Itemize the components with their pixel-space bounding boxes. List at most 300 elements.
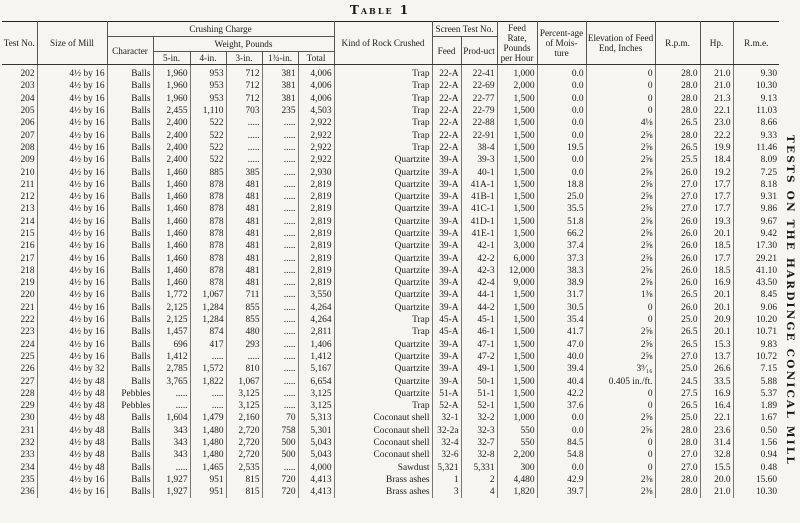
table-row bbox=[2, 289, 779, 301]
cell-kind-of-rock: Quartzite bbox=[334, 191, 432, 203]
cell-rme: 9.13 bbox=[760, 93, 778, 104]
cell-rme: 8.18 bbox=[760, 179, 778, 190]
cell-hp: 20.9 bbox=[700, 314, 733, 326]
cell-kind-of-rock: Quartzite bbox=[334, 265, 432, 277]
cell-elevation: 0 bbox=[586, 80, 655, 92]
cell-test-no: 224 bbox=[2, 339, 37, 351]
cell-elevation: 2⅝ bbox=[586, 265, 655, 277]
cell-test-no: 218 bbox=[2, 265, 37, 277]
cell-elevation: 2⅝ bbox=[586, 166, 655, 178]
cell-character: Balls bbox=[107, 302, 153, 314]
cell-moisture: 41.7 bbox=[537, 326, 586, 338]
cell-weight-5in: 1,960 bbox=[153, 93, 190, 105]
cell-feed-rate: 300 bbox=[497, 462, 537, 474]
cell-rme: 0.48 bbox=[760, 462, 778, 473]
cell-feed-rate: 550 bbox=[497, 425, 537, 437]
cell-screen-feed: 5,321 bbox=[432, 462, 461, 474]
table-row bbox=[2, 80, 779, 92]
cell-weight-5in: 2,400 bbox=[153, 129, 190, 141]
cell-weight-1-3-4in: ..... bbox=[262, 154, 298, 166]
cell-elevation: 2⅝ bbox=[586, 351, 655, 363]
cell-kind-of-rock: Coconaut shell bbox=[334, 449, 432, 461]
cell-feed-rate: 9,000 bbox=[497, 277, 537, 289]
cell-character: Balls bbox=[107, 179, 153, 191]
cell-weight-5in: 1,460 bbox=[153, 203, 190, 215]
cell-kind-of-rock: Trap bbox=[334, 129, 432, 141]
cell-rme: 11.03 bbox=[756, 106, 778, 117]
cell-rme: 0.50 bbox=[760, 425, 778, 436]
cell-moisture: 37.4 bbox=[537, 240, 586, 252]
cell-weight-4in: 951 bbox=[190, 474, 226, 486]
cell-weight-4in: 1,480 bbox=[190, 425, 226, 437]
cell-weight-4in: 878 bbox=[190, 265, 226, 277]
cell-weight-3in: 712 bbox=[226, 65, 262, 81]
cell-screen-feed: 22-A bbox=[432, 65, 461, 81]
cell-weight-5in: 1,460 bbox=[153, 277, 190, 289]
cell-elevation: 2⅝ bbox=[586, 252, 655, 264]
cell-character: Balls bbox=[107, 289, 153, 301]
cell-weight-5in: ..... bbox=[153, 388, 190, 400]
cell-screen-product: 47-1 bbox=[461, 339, 497, 351]
cell-weight-5in: 1,960 bbox=[153, 65, 190, 81]
cell-screen-feed: 32-2a bbox=[432, 425, 461, 437]
cell-kind-of-rock: Quartzite bbox=[334, 375, 432, 387]
cell-screen-feed: 3 bbox=[432, 486, 461, 498]
cell-elevation: 0 bbox=[586, 93, 655, 105]
cell-weight-5in: 1,772 bbox=[153, 289, 190, 301]
cell-hp: 18.5 bbox=[700, 240, 733, 252]
cell-test-no: 215 bbox=[2, 228, 37, 240]
cell-weight-total: 2,819 bbox=[298, 228, 334, 240]
cell-character: Balls bbox=[107, 437, 153, 449]
cell-weight-1-3-4in: ..... bbox=[262, 277, 298, 289]
cell-weight-5in: 1,604 bbox=[153, 412, 190, 424]
cell-test-no: 221 bbox=[2, 302, 37, 314]
cell-weight-1-3-4in: ..... bbox=[262, 203, 298, 215]
cell-rme: 9.83 bbox=[760, 339, 778, 350]
cell-test-no: 229 bbox=[2, 400, 37, 412]
cell-screen-product: 41D-1 bbox=[461, 216, 497, 228]
cell-moisture: 0.0 bbox=[537, 117, 586, 129]
cell-weight-4in: 1,110 bbox=[190, 105, 226, 117]
cell-screen-product: 39-3 bbox=[461, 154, 497, 166]
header-feed-rate: Feed Rate, Pounds per Hour bbox=[497, 22, 537, 65]
cell-weight-total: 3,125 bbox=[298, 400, 334, 412]
cell-hp: 20.0 bbox=[700, 474, 733, 486]
cell-rme: 7.15 bbox=[760, 364, 778, 375]
table-row bbox=[2, 129, 779, 141]
cell-weight-1-3-4in: ..... bbox=[262, 142, 298, 154]
cell-rme: 1.67 bbox=[760, 413, 778, 424]
cell-weight-5in: 2,400 bbox=[153, 142, 190, 154]
cell-test-no: 227 bbox=[2, 375, 37, 387]
cell-rpm: 28.0 bbox=[655, 65, 700, 81]
cell-weight-5in: 343 bbox=[153, 449, 190, 461]
cell-kind-of-rock: Quartzite bbox=[334, 216, 432, 228]
cell-feed-rate: 4,480 bbox=[497, 474, 537, 486]
cell-moisture: 0.0 bbox=[537, 80, 586, 92]
cell-rme: 10.30 bbox=[755, 487, 778, 498]
cell-screen-feed: 45-A bbox=[432, 326, 461, 338]
cell-character: Balls bbox=[107, 142, 153, 154]
cell-screen-product: 50-1 bbox=[461, 375, 497, 387]
table-row bbox=[2, 462, 779, 474]
cell-elevation: 0 bbox=[586, 65, 655, 81]
cell-feed-rate: 1,500 bbox=[497, 154, 537, 166]
cell-size-of-mill: 4½ by 48 bbox=[37, 412, 107, 424]
cell-elevation: 0 bbox=[586, 302, 655, 314]
cell-weight-3in: 481 bbox=[226, 265, 262, 277]
cell-feed-rate: 1,500 bbox=[497, 388, 537, 400]
cell-rpm: 28.0 bbox=[655, 425, 700, 437]
cell-weight-3in: 293 bbox=[226, 339, 262, 351]
cell-weight-1-3-4in: ..... bbox=[262, 191, 298, 203]
cell-elevation: 0 bbox=[586, 449, 655, 461]
cell-rpm: 26.0 bbox=[655, 252, 700, 264]
cell-hp: 21.3 bbox=[700, 93, 733, 105]
header-character: Character bbox=[107, 37, 153, 65]
cell-weight-5in: 343 bbox=[153, 425, 190, 437]
cell-rpm: 25.0 bbox=[655, 314, 700, 326]
cell-rpm: 28.0 bbox=[655, 80, 700, 92]
cell-screen-feed: 32-4 bbox=[432, 437, 461, 449]
cell-weight-4in: 522 bbox=[190, 117, 226, 129]
cell-size-of-mill: 4½ by 16 bbox=[37, 486, 107, 498]
cell-screen-feed: 22-A bbox=[432, 93, 461, 105]
cell-weight-3in: 481 bbox=[226, 191, 262, 203]
cell-screen-feed: 39-A bbox=[432, 277, 461, 289]
cell-test-no: 235 bbox=[2, 474, 37, 486]
cell-screen-product: 49-1 bbox=[461, 363, 497, 375]
cell-size-of-mill: 4½ by 16 bbox=[37, 277, 107, 289]
cell-kind-of-rock: Quartzite bbox=[334, 154, 432, 166]
cell-weight-total: 2,819 bbox=[298, 179, 334, 191]
cell-weight-total: 5,167 bbox=[298, 363, 334, 375]
cell-weight-1-3-4in: ..... bbox=[262, 252, 298, 264]
cell-moisture: 40.4 bbox=[537, 375, 586, 387]
cell-weight-4in: 1,284 bbox=[190, 302, 226, 314]
cell-rpm: 26.0 bbox=[655, 166, 700, 178]
cell-screen-feed: 39-A bbox=[432, 339, 461, 351]
cell-size-of-mill: 4½ by 16 bbox=[37, 203, 107, 215]
cell-weight-total: 2,930 bbox=[298, 166, 334, 178]
cell-weight-5in: 1,457 bbox=[153, 326, 190, 338]
cell-elevation: 2⅜ bbox=[586, 486, 655, 498]
cell-size-of-mill: 4½ by 16 bbox=[37, 216, 107, 228]
cell-moisture: 18.8 bbox=[537, 179, 586, 191]
cell-kind-of-rock: Coconaut shell bbox=[334, 437, 432, 449]
cell-weight-4in: 953 bbox=[190, 80, 226, 92]
cell-weight-5in: 1,960 bbox=[153, 80, 190, 92]
cell-feed-rate: 1,500 bbox=[497, 191, 537, 203]
cell-test-no: 214 bbox=[2, 216, 37, 228]
cell-screen-feed: 32-6 bbox=[432, 449, 461, 461]
cell-moisture: 35.4 bbox=[537, 314, 586, 326]
cell-weight-1-3-4in: ..... bbox=[262, 388, 298, 400]
cell-elevation: 0.405 in./ft. bbox=[586, 375, 655, 387]
cell-weight-5in: 2,455 bbox=[153, 105, 190, 117]
cell-size-of-mill: 4½ by 48 bbox=[37, 462, 107, 474]
cell-weight-5in: 1,460 bbox=[153, 191, 190, 203]
header-5in: 5-in. bbox=[153, 52, 190, 65]
table-row bbox=[2, 93, 779, 105]
cell-weight-3in: 480 bbox=[226, 326, 262, 338]
cell-hp: 17.7 bbox=[700, 203, 733, 215]
cell-elevation: 2⅝ bbox=[586, 412, 655, 424]
cell-elevation: 2⅝ bbox=[586, 129, 655, 141]
cell-test-no: 204 bbox=[2, 93, 37, 105]
cell-size-of-mill: 4½ by 16 bbox=[37, 252, 107, 264]
cell-hp: 16.9 bbox=[700, 388, 733, 400]
cell-kind-of-rock: Trap bbox=[334, 65, 432, 81]
cell-kind-of-rock: Trap bbox=[334, 326, 432, 338]
cell-elevation: 4⅛ bbox=[586, 117, 655, 129]
cell-test-no: 228 bbox=[2, 388, 37, 400]
cell-size-of-mill: 4½ by 16 bbox=[37, 179, 107, 191]
cell-weight-5in: 2,785 bbox=[153, 363, 190, 375]
cell-screen-product: 4 bbox=[461, 486, 497, 498]
cell-weight-4in: 1,284 bbox=[190, 314, 226, 326]
cell-moisture: 0.0 bbox=[537, 105, 586, 117]
cell-weight-1-3-4in: ..... bbox=[262, 302, 298, 314]
cell-weight-3in: ..... bbox=[226, 117, 262, 129]
cell-weight-4in: 953 bbox=[190, 93, 226, 105]
cell-weight-1-3-4in: ..... bbox=[262, 179, 298, 191]
cell-screen-product: 51-1 bbox=[461, 388, 497, 400]
header-1-3-4in: 1¾-in. bbox=[262, 52, 298, 65]
cell-weight-total: 2,819 bbox=[298, 240, 334, 252]
cell-rpm: 26.0 bbox=[655, 302, 700, 314]
cell-weight-3in: 481 bbox=[226, 277, 262, 289]
cell-screen-feed: 45-A bbox=[432, 314, 461, 326]
table-row bbox=[2, 277, 779, 289]
cell-rpm: 24.5 bbox=[655, 375, 700, 387]
cell-hp: 22.1 bbox=[700, 412, 733, 424]
cell-moisture: 37.6 bbox=[537, 400, 586, 412]
table-row bbox=[2, 412, 779, 424]
cell-test-no: 207 bbox=[2, 129, 37, 141]
cell-weight-total: 2,819 bbox=[298, 203, 334, 215]
cell-weight-5in: 1,927 bbox=[153, 474, 190, 486]
cell-weight-total: 2,922 bbox=[298, 129, 334, 141]
data-table bbox=[2, 21, 779, 498]
table-row bbox=[2, 228, 779, 240]
cell-rpm: 27.0 bbox=[655, 351, 700, 363]
header-weight-pounds: Weight, Pounds bbox=[153, 37, 334, 52]
cell-weight-total: 5,313 bbox=[298, 412, 334, 424]
cell-screen-product: 40-1 bbox=[461, 166, 497, 178]
table-row bbox=[2, 474, 779, 486]
table-row bbox=[2, 240, 779, 252]
cell-character: Balls bbox=[107, 375, 153, 387]
cell-weight-3in: 481 bbox=[226, 240, 262, 252]
cell-elevation: 0 bbox=[586, 105, 655, 117]
cell-weight-total: 2,819 bbox=[298, 216, 334, 228]
cell-weight-3in: 385 bbox=[226, 166, 262, 178]
cell-moisture: 0.0 bbox=[537, 425, 586, 437]
header-4in: 4-in. bbox=[190, 52, 226, 65]
cell-test-no: 223 bbox=[2, 326, 37, 338]
cell-character: Balls bbox=[107, 425, 153, 437]
cell-size-of-mill: 4½ by 16 bbox=[37, 339, 107, 351]
table-row bbox=[2, 203, 779, 215]
cell-rme: 9.33 bbox=[760, 130, 778, 141]
cell-weight-total: 4,503 bbox=[298, 105, 334, 117]
cell-hp: 20.1 bbox=[700, 302, 733, 314]
cell-feed-rate: 1,500 bbox=[497, 117, 537, 129]
cell-test-no: 208 bbox=[2, 142, 37, 154]
cell-rpm: 27.0 bbox=[655, 203, 700, 215]
cell-weight-1-3-4in: ..... bbox=[262, 216, 298, 228]
cell-weight-total: 4,006 bbox=[298, 93, 334, 105]
cell-screen-feed: 39-A bbox=[432, 302, 461, 314]
cell-screen-feed: 39-A bbox=[432, 191, 461, 203]
cell-hp: 17.7 bbox=[700, 252, 733, 264]
cell-weight-1-3-4in: 381 bbox=[262, 93, 298, 105]
cell-weight-5in: 2,400 bbox=[153, 154, 190, 166]
cell-weight-5in: 1,460 bbox=[153, 240, 190, 252]
cell-character: Pebbles bbox=[107, 388, 153, 400]
cell-screen-product: 47-2 bbox=[461, 351, 497, 363]
cell-rpm: 26.0 bbox=[655, 216, 700, 228]
cell-character: Balls bbox=[107, 314, 153, 326]
cell-screen-product: 41E-1 bbox=[461, 228, 497, 240]
cell-moisture: 38.9 bbox=[537, 277, 586, 289]
header-kind-of-rock: Kind of Rock Crushed bbox=[334, 22, 432, 65]
cell-character: Balls bbox=[107, 166, 153, 178]
cell-screen-product: 52-1 bbox=[461, 400, 497, 412]
cell-weight-1-3-4in: 381 bbox=[262, 65, 298, 81]
cell-kind-of-rock: Quartzite bbox=[334, 240, 432, 252]
cell-elevation: 2⅝ bbox=[586, 326, 655, 338]
cell-feed-rate: 1,820 bbox=[497, 486, 537, 498]
cell-weight-3in: 712 bbox=[226, 80, 262, 92]
cell-weight-total: 2,811 bbox=[298, 326, 334, 338]
cell-rpm: 26.0 bbox=[655, 265, 700, 277]
cell-weight-5in: 2,125 bbox=[153, 314, 190, 326]
cell-kind-of-rock: Trap bbox=[334, 93, 432, 105]
cell-moisture: 30.5 bbox=[537, 302, 586, 314]
cell-weight-3in: 815 bbox=[226, 486, 262, 498]
cell-weight-5in: ..... bbox=[153, 462, 190, 474]
cell-hp: 18.5 bbox=[700, 265, 733, 277]
cell-weight-3in: 481 bbox=[226, 179, 262, 191]
cell-hp: 16.4 bbox=[700, 400, 733, 412]
cell-hp: 16.9 bbox=[700, 277, 733, 289]
table-row bbox=[2, 65, 779, 81]
cell-screen-feed: 32-1 bbox=[432, 412, 461, 424]
cell-size-of-mill: 4½ by 16 bbox=[37, 93, 107, 105]
cell-elevation: 2⅝ bbox=[586, 142, 655, 154]
cell-character: Balls bbox=[107, 412, 153, 424]
cell-screen-product: 22-41 bbox=[461, 65, 497, 81]
cell-rme: 5.37 bbox=[760, 388, 778, 399]
cell-kind-of-rock: Trap bbox=[334, 400, 432, 412]
cell-screen-feed: 22-A bbox=[432, 129, 461, 141]
cell-weight-total: 1,412 bbox=[298, 351, 334, 363]
cell-test-no: 230 bbox=[2, 412, 37, 424]
cell-screen-feed: 39-A bbox=[432, 375, 461, 387]
cell-hp: 17.7 bbox=[700, 191, 733, 203]
cell-weight-3in: 481 bbox=[226, 228, 262, 240]
cell-moisture: 38.3 bbox=[537, 265, 586, 277]
cell-weight-1-3-4in: ..... bbox=[262, 240, 298, 252]
cell-feed-rate: 1,500 bbox=[497, 228, 537, 240]
cell-kind-of-rock: Brass ashes bbox=[334, 474, 432, 486]
cell-weight-total: 4,006 bbox=[298, 65, 334, 81]
table-row bbox=[2, 179, 779, 191]
table-row bbox=[2, 302, 779, 314]
cell-screen-product: 32-3 bbox=[461, 425, 497, 437]
cell-character: Balls bbox=[107, 203, 153, 215]
cell-screen-feed: 39-A bbox=[432, 289, 461, 301]
cell-weight-1-3-4in: 381 bbox=[262, 80, 298, 92]
cell-weight-3in: 2,720 bbox=[226, 449, 262, 461]
cell-character: Balls bbox=[107, 129, 153, 141]
header-feed: Feed bbox=[432, 37, 461, 65]
cell-rme: 29.21 bbox=[755, 253, 778, 264]
cell-hp: 23.6 bbox=[700, 425, 733, 437]
cell-weight-5in: 343 bbox=[153, 437, 190, 449]
cell-character: Balls bbox=[107, 191, 153, 203]
cell-weight-1-3-4in: ..... bbox=[262, 228, 298, 240]
cell-weight-1-3-4in: ..... bbox=[262, 314, 298, 326]
cell-kind-of-rock: Quartzite bbox=[334, 228, 432, 240]
cell-feed-rate: 1,500 bbox=[497, 289, 537, 301]
cell-rme: 1.89 bbox=[760, 401, 778, 412]
cell-weight-4in: 878 bbox=[190, 277, 226, 289]
cell-feed-rate: 1,500 bbox=[497, 339, 537, 351]
table-row bbox=[2, 363, 779, 375]
cell-rpm: 27.0 bbox=[655, 191, 700, 203]
cell-weight-4in: 878 bbox=[190, 191, 226, 203]
cell-weight-5in: 1,460 bbox=[153, 265, 190, 277]
cell-rme: 9.86 bbox=[760, 204, 778, 215]
cell-weight-total: 4,264 bbox=[298, 302, 334, 314]
cell-size-of-mill: 4½ by 16 bbox=[37, 240, 107, 252]
cell-test-no: 220 bbox=[2, 289, 37, 301]
cell-test-no: 203 bbox=[2, 80, 37, 92]
cell-test-no: 232 bbox=[2, 437, 37, 449]
cell-feed-rate: 1,500 bbox=[497, 375, 537, 387]
cell-screen-product: 41B-1 bbox=[461, 191, 497, 203]
cell-moisture: 39.7 bbox=[537, 486, 586, 498]
header-screen-test-no: Screen Test No. bbox=[432, 22, 497, 37]
cell-screen-product: 45-1 bbox=[461, 314, 497, 326]
header-elevation: Elevation of Feed End, Inches bbox=[586, 22, 655, 65]
cell-screen-feed: 39-A bbox=[432, 203, 461, 215]
cell-rpm: 26.5 bbox=[655, 289, 700, 301]
cell-weight-3in: 2,535 bbox=[226, 462, 262, 474]
side-title: TESTS ON THE HARDINGE CONICAL MILL bbox=[784, 135, 796, 466]
cell-kind-of-rock: Quartzite bbox=[334, 339, 432, 351]
cell-elevation: 2⅝ bbox=[586, 191, 655, 203]
cell-rpm: 28.0 bbox=[655, 486, 700, 498]
cell-weight-total: 2,819 bbox=[298, 252, 334, 264]
cell-weight-3in: 1,067 bbox=[226, 375, 262, 387]
cell-screen-feed: 52-A bbox=[432, 400, 461, 412]
cell-weight-total: 2,922 bbox=[298, 154, 334, 166]
cell-weight-3in: 855 bbox=[226, 314, 262, 326]
cell-weight-5in: 1,460 bbox=[153, 216, 190, 228]
cell-weight-1-3-4in: 720 bbox=[262, 474, 298, 486]
cell-screen-feed: 39-A bbox=[432, 363, 461, 375]
cell-screen-feed: 39-A bbox=[432, 228, 461, 240]
cell-weight-1-3-4in: 500 bbox=[262, 449, 298, 461]
cell-weight-3in: ..... bbox=[226, 351, 262, 363]
cell-screen-feed: 39-A bbox=[432, 351, 461, 363]
table-row bbox=[2, 314, 779, 326]
